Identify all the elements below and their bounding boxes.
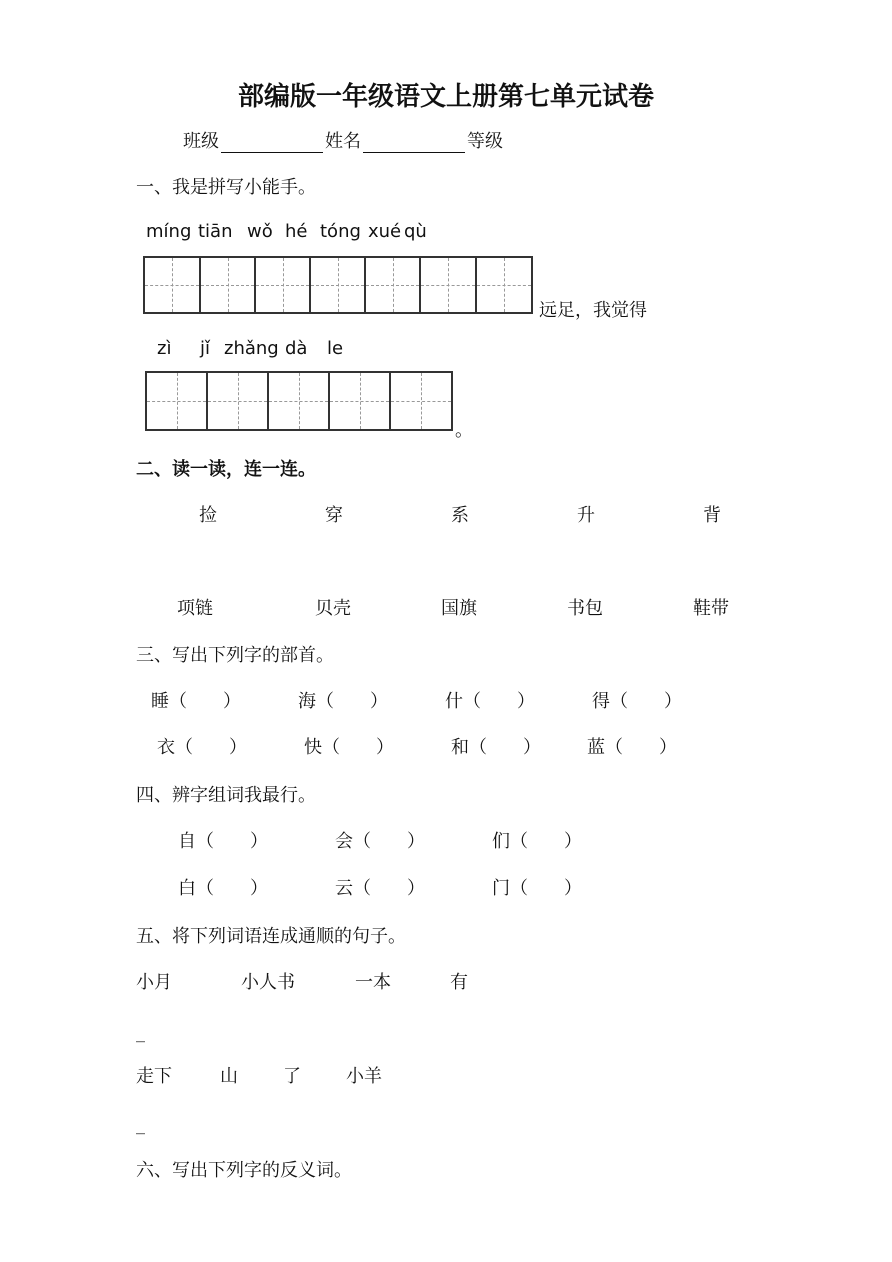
noun-5[interactable]: 鞋带 bbox=[693, 598, 729, 619]
word-pair-item[interactable]: 白（ ） bbox=[178, 878, 268, 899]
word-pair-item[interactable]: 门（ ） bbox=[492, 878, 582, 899]
grade-label: 等级 bbox=[467, 131, 503, 152]
section-4-heading: 四、辨字组词我最行。 bbox=[136, 785, 316, 806]
class-label: 班级 bbox=[183, 131, 219, 152]
pinyin-10: zhǎng bbox=[224, 338, 279, 359]
radical-item[interactable]: 衣（ ） bbox=[157, 737, 247, 758]
radical-item[interactable]: 快（ ） bbox=[304, 737, 394, 758]
class-blank[interactable] bbox=[221, 134, 323, 153]
writing-grid-2[interactable] bbox=[145, 371, 453, 431]
grid-cell[interactable] bbox=[421, 258, 477, 312]
grid-cell[interactable] bbox=[311, 258, 366, 312]
name-label: 姓名 bbox=[325, 131, 361, 152]
noun-3[interactable]: 国旗 bbox=[441, 598, 477, 619]
section-6-heading: 六、写出下列字的反义词。 bbox=[136, 1160, 352, 1181]
word-chip: 小人书 bbox=[241, 972, 295, 993]
pinyin-9: jǐ bbox=[200, 338, 211, 359]
pinyin-8: zì bbox=[157, 338, 172, 359]
grid-cell[interactable] bbox=[145, 258, 201, 312]
pinyin-5: tóng bbox=[320, 221, 361, 242]
pinyin-6: xué bbox=[368, 221, 402, 242]
answer-line-2[interactable]: _ bbox=[136, 1114, 145, 1135]
grid-cell[interactable] bbox=[269, 373, 330, 429]
pinyin-12: le bbox=[327, 338, 344, 359]
pinyin-4: hé bbox=[285, 221, 308, 242]
page-title: 部编版一年级语文上册第七单元试卷 bbox=[237, 82, 654, 112]
section-5-heading: 五、将下列词语连成通顺的句子。 bbox=[136, 926, 406, 947]
word-chip: 走下 bbox=[136, 1066, 172, 1087]
writing-grid-1[interactable] bbox=[143, 256, 533, 314]
line-2-suffix: 。 bbox=[455, 420, 473, 441]
grid-cell[interactable] bbox=[147, 373, 208, 429]
pinyin-2: tiān bbox=[198, 221, 233, 242]
student-info-line bbox=[183, 127, 503, 153]
noun-2[interactable]: 贝壳 bbox=[315, 598, 351, 619]
word-chip: 一本 bbox=[355, 972, 391, 993]
word-chip: 有 bbox=[450, 972, 468, 993]
pinyin-7: qù bbox=[404, 221, 427, 242]
section-1-heading: 一、我是拼写小能手。 bbox=[136, 177, 316, 198]
noun-1[interactable]: 项链 bbox=[177, 598, 213, 619]
grid-cell[interactable] bbox=[366, 258, 421, 312]
word-chip: 小月 bbox=[136, 972, 172, 993]
pinyin-11: dà bbox=[285, 338, 308, 359]
word-pair-item[interactable]: 们（ ） bbox=[492, 831, 582, 852]
pinyin-3: wǒ bbox=[247, 221, 273, 242]
grid-cell[interactable] bbox=[208, 373, 269, 429]
word-pair-item[interactable]: 自（ ） bbox=[178, 831, 268, 852]
word-chip: 山 bbox=[220, 1066, 238, 1087]
answer-line-1[interactable]: _ bbox=[136, 1022, 145, 1043]
grid-cell[interactable] bbox=[330, 373, 391, 429]
line-1-suffix: 远足，我觉得 bbox=[539, 300, 647, 321]
section-2-heading: 二、读一读，连一连。 bbox=[136, 459, 316, 480]
radical-item[interactable]: 睡（ ） bbox=[151, 691, 241, 712]
word-pair-item[interactable]: 云（ ） bbox=[335, 878, 425, 899]
radical-item[interactable]: 得（ ） bbox=[592, 691, 682, 712]
verb-1[interactable]: 捡 bbox=[199, 505, 217, 526]
name-blank[interactable] bbox=[363, 134, 465, 153]
verb-2[interactable]: 穿 bbox=[325, 505, 343, 526]
verb-4[interactable]: 升 bbox=[577, 505, 595, 526]
noun-4[interactable]: 书包 bbox=[567, 598, 603, 619]
word-chip: 小羊 bbox=[346, 1066, 382, 1087]
grid-cell[interactable] bbox=[477, 258, 533, 312]
radical-item[interactable]: 海（ ） bbox=[298, 691, 388, 712]
verb-5[interactable]: 背 bbox=[703, 505, 721, 526]
radical-item[interactable]: 什（ ） bbox=[445, 691, 535, 712]
section-3-heading: 三、写出下列字的部首。 bbox=[136, 645, 334, 666]
grid-cell[interactable] bbox=[391, 373, 453, 429]
grid-cell[interactable] bbox=[201, 258, 256, 312]
pinyin-1: míng bbox=[146, 221, 192, 242]
radical-item[interactable]: 蓝（ ） bbox=[587, 737, 677, 758]
word-pair-item[interactable]: 会（ ） bbox=[335, 831, 425, 852]
word-chip: 了 bbox=[283, 1066, 301, 1087]
verb-3[interactable]: 系 bbox=[451, 505, 469, 526]
grid-cell[interactable] bbox=[256, 258, 311, 312]
radical-item[interactable]: 和（ ） bbox=[451, 737, 541, 758]
